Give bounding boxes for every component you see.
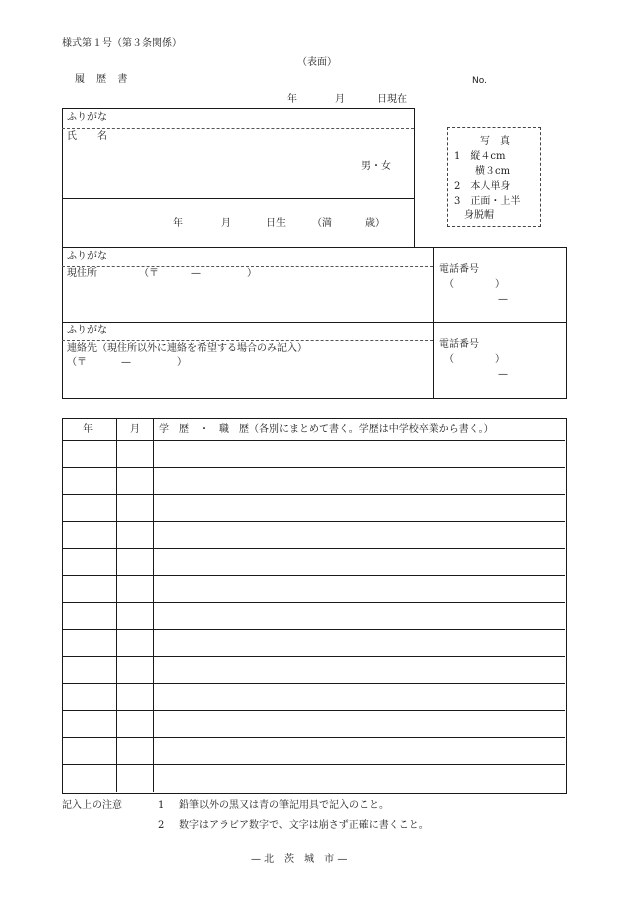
name-furigana-label: ふりがな	[67, 112, 107, 123]
history-header-year: 年	[83, 424, 93, 435]
address-phone-open: （	[444, 279, 454, 290]
history-row-divider	[63, 575, 565, 576]
contact-postal-close: ）	[177, 357, 187, 368]
note-1-number: 1	[158, 800, 165, 811]
photo-rule-1: 1 縦４cm	[454, 151, 506, 162]
name-label: 氏 名	[67, 131, 107, 142]
contact-furigana-label: ふりがな	[67, 325, 107, 336]
history-header-divider	[63, 440, 565, 441]
note-2-number: 2	[158, 820, 165, 831]
history-row-divider	[63, 602, 565, 603]
contact-phone-label: 電話番号	[439, 339, 479, 350]
form-number: 様式第１号（第３条関係）	[62, 38, 182, 49]
contact-postal-open: （〒	[67, 357, 87, 368]
history-header-month: 月	[130, 424, 140, 435]
photo-rule-2: 2 本人単身	[454, 181, 511, 192]
history-row-divider	[63, 521, 565, 522]
history-row-divider	[63, 548, 565, 549]
address-postal-open: （〒	[139, 268, 159, 279]
number-label: No.	[472, 76, 487, 86]
gender-options: 男・女	[361, 161, 391, 172]
contact-label: 連絡先（現住所以外に連絡を希望する場合のみ記入）	[67, 343, 307, 354]
history-row-divider	[63, 656, 565, 657]
birth-day-label: 日生	[266, 218, 286, 229]
history-row-divider	[63, 710, 565, 711]
note-1-text: 鉛筆以外の黒又は青の筆記用具で記入のこと。	[179, 800, 389, 811]
form-side: （表面）	[297, 57, 337, 68]
address-postal-close: ）	[247, 268, 257, 279]
contact-postal-dash: —	[121, 357, 131, 368]
notes-heading: 記入上の注意	[62, 800, 122, 811]
issuing-city: — 北 茨 城 市 —	[251, 854, 348, 865]
address-phone-label: 電話番号	[439, 264, 479, 275]
document-title: 履 歴 書	[75, 74, 132, 85]
photo-rule-3: 3 正面・上半	[454, 196, 521, 207]
history-header-entries: 学 歴 ・ 職 歴（各別にまとめて書く。学歴は中学校卒業から書く。）	[159, 424, 494, 435]
history-row-divider	[63, 629, 565, 630]
address-label: 現住所	[67, 268, 97, 279]
history-row-divider	[63, 467, 565, 468]
address-phone-close: ）	[495, 279, 505, 290]
birth-year-label: 年	[173, 218, 183, 229]
contact-phone-dash: —	[498, 369, 508, 380]
photo-title: 写 真	[480, 136, 510, 147]
history-table	[62, 418, 567, 794]
address-furigana-label: ふりがな	[67, 251, 107, 262]
date-suffix-label: 日現在	[377, 94, 407, 105]
photo-box	[447, 127, 541, 227]
photo-rule-3b: 身脱帽	[464, 210, 494, 221]
contact-phone-close: ）	[495, 354, 505, 365]
address-postal-dash: —	[191, 268, 201, 279]
contact-phone-open: （	[444, 354, 454, 365]
date-year-label: 年	[287, 94, 297, 105]
birth-month-label: 月	[221, 218, 231, 229]
photo-rule-1b: 横３cm	[475, 166, 511, 177]
address-phone-dash: —	[498, 294, 508, 305]
history-row-divider	[63, 494, 565, 495]
history-row-divider	[63, 764, 565, 765]
age-close-label: 歳）	[365, 218, 385, 229]
age-open-label: （満	[312, 218, 332, 229]
date-month-label: 月	[335, 94, 345, 105]
history-row-divider	[63, 683, 565, 684]
note-2-text: 数字はアラビア数字で、文字は崩さず正確に書くこと。	[179, 820, 429, 831]
history-row-divider	[63, 737, 565, 738]
